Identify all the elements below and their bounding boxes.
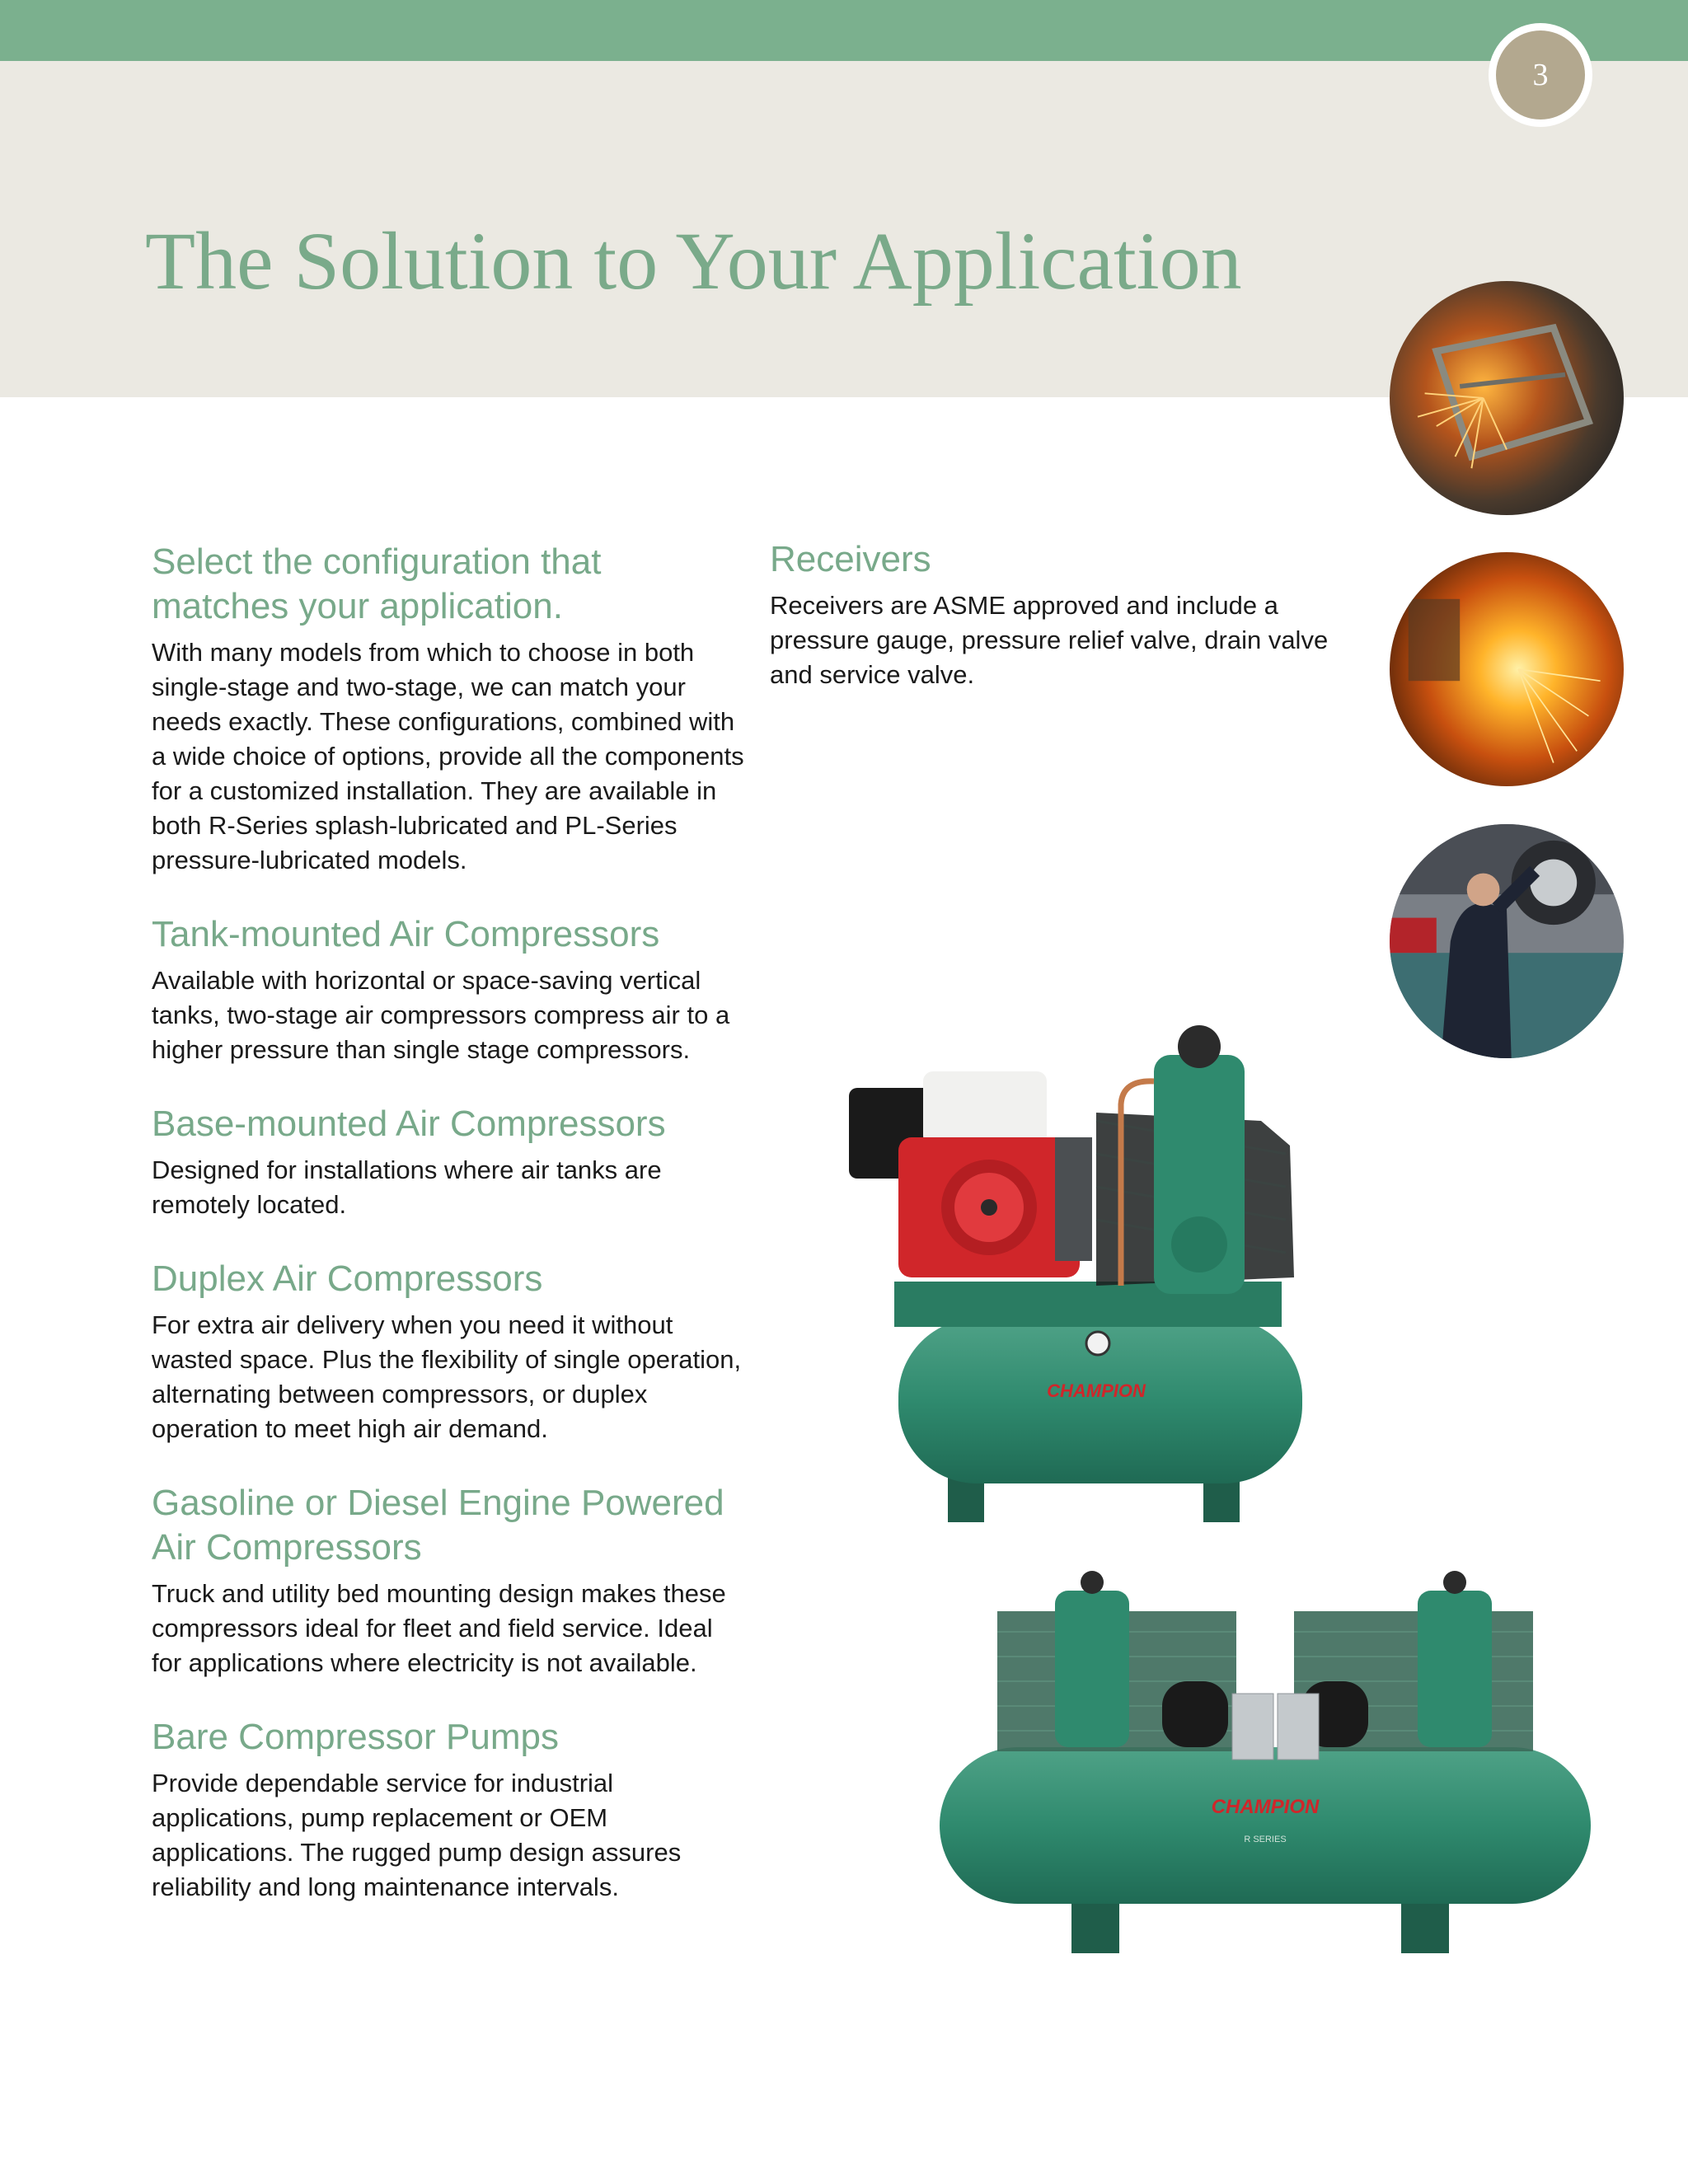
brand-label: CHAMPION <box>1047 1380 1146 1401</box>
mechanic-photo <box>1390 824 1624 1058</box>
section-heading: Duplex Air Compressors <box>152 1258 543 1299</box>
section-tank-mounted <box>152 912 745 1067</box>
section-configuration <box>152 540 745 878</box>
section-body: For extra air delivery when you need it without wasted space. Plus the flexibility of single operation, alternating between compressors, or duplex operation to meet high air demand. <box>152 1310 742 1443</box>
series-label: R SERIES <box>1244 1835 1287 1844</box>
section-body: With many models from which to choose in both single-stage and two-stage, we can match your needs exactly. These configurations, combined with a wide choice of options, provide all the components for a customized installation. They are available in both R-Series splash-lubricated and PL-Series pressure-lubricated models. <box>152 638 744 874</box>
section-engine-powered <box>152 1481 745 1680</box>
section-heading: Tank-mounted Air Compressors <box>152 914 660 954</box>
section-body: Truck and utility bed mounting design makes these compressors ideal for fleet and field service. Ideal for applications where electricity is not available. <box>152 1579 726 1677</box>
right-column <box>770 537 1347 692</box>
section-heading: Bare Compressor Pumps <box>152 1717 559 1757</box>
section-body-receivers: Receivers are ASME approved and include a pressure gauge, pressure relief valve, drain valve and service valve. <box>770 591 1329 689</box>
brand-label: CHAMPION <box>1211 1796 1320 1818</box>
engine-compressor-image <box>849 1022 1319 1533</box>
section-duplex <box>152 1257 745 1446</box>
section-bare-pumps <box>152 1715 745 1905</box>
section-body: Designed for installations where air tanks are remotely located. <box>152 1155 662 1219</box>
section-heading-receivers: Receivers <box>770 539 931 579</box>
section-heading: Gasoline or Diesel Engine Powered Air Compressors <box>152 1483 724 1568</box>
section-body: Provide dependable service for industrial applications, pump replacement or OEM applications. The rugged pump design assures reliability and long maintenance intervals. <box>152 1769 682 1901</box>
page-title: The Solution to Your Application <box>145 215 1242 307</box>
left-column <box>152 540 745 1939</box>
molten-metal-photo <box>1390 552 1624 786</box>
section-base-mounted <box>152 1102 745 1222</box>
duplex-compressor-image <box>931 1566 1615 1961</box>
section-heading: Select the configuration that matches your application. <box>152 541 602 626</box>
top-color-bar <box>0 0 1688 61</box>
welding-sparks-photo <box>1390 281 1624 515</box>
section-body: Available with horizontal or space-saving vertical tanks, two-stage air compressors compress air to a higher pressure than single stage compressors. <box>152 966 730 1064</box>
section-heading: Base-mounted Air Compressors <box>152 1104 666 1144</box>
page-number-badge: 3 <box>1489 23 1592 127</box>
